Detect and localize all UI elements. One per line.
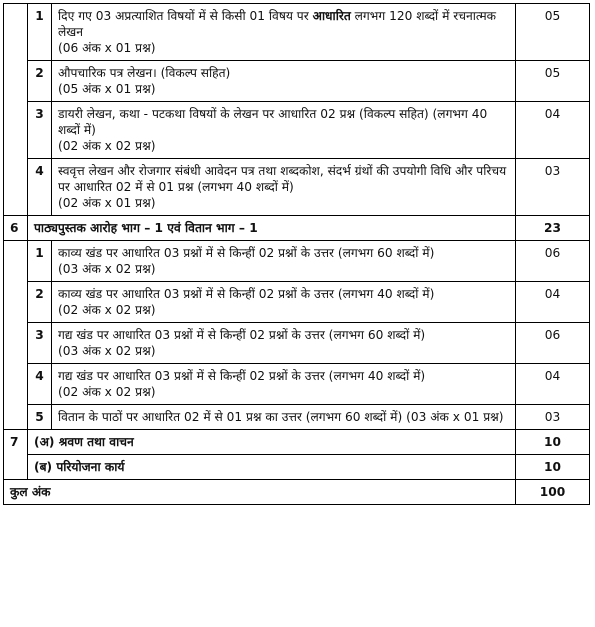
section-7a-marks: 10 bbox=[516, 430, 590, 455]
item-number: 3 bbox=[28, 102, 52, 159]
item-number: 1 bbox=[28, 4, 52, 61]
item-number: 3 bbox=[28, 323, 52, 364]
table-row bbox=[4, 4, 590, 61]
item-number: 4 bbox=[28, 364, 52, 405]
item-number: 2 bbox=[28, 282, 52, 323]
section-header-row bbox=[4, 216, 590, 241]
item-marks: 03 bbox=[516, 159, 590, 216]
section-header-row bbox=[4, 430, 590, 455]
section-number: 7 bbox=[4, 430, 28, 480]
section-7b-title: (ब) परियोजना कार्य bbox=[28, 455, 516, 480]
item-description: काव्य खंड पर आधारित 03 प्रश्नों में से किन्हीं 02 प्रश्नों के उत्तर (लगभग 40 शब्दों में) (02 अंक x 02 प्रश्न) bbox=[52, 282, 516, 323]
section-number-cell bbox=[4, 4, 28, 216]
item-description: स्ववृत्त लेखन और रोजगार संबंधी आवेदन पत्र तथा शब्दकोश, संदर्भ ग्रंथों की उपयोगी विधि और परिचय पर आधारित 02 में से 01 प्रश्न (लगभग 40 शब्दों में) (02 अंक x 01 प्रश्न) bbox=[52, 159, 516, 216]
total-label: कुल अंक bbox=[4, 480, 516, 505]
item-marks: 04 bbox=[516, 102, 590, 159]
table-row bbox=[4, 323, 590, 364]
item-description: काव्य खंड पर आधारित 03 प्रश्नों में से किन्हीं 02 प्रश्नों के उत्तर (लगभग 60 शब्दों में) (03 अंक x 02 प्रश्न) bbox=[52, 241, 516, 282]
table-row bbox=[4, 61, 590, 102]
section-title: पाठ्यपुस्तक आरोह भाग – 1 एवं वितान भाग – 1 bbox=[28, 216, 516, 241]
section-number-cell bbox=[4, 241, 28, 430]
item-number: 5 bbox=[28, 405, 52, 430]
table-row bbox=[4, 405, 590, 430]
table-row bbox=[4, 282, 590, 323]
item-marks: 06 bbox=[516, 241, 590, 282]
section-7b-marks: 10 bbox=[516, 455, 590, 480]
item-description: गद्य खंड पर आधारित 03 प्रश्नों में से किन्हीं 02 प्रश्नों के उत्तर (लगभग 60 शब्दों में) (03 अंक x 02 प्रश्न) bbox=[52, 323, 516, 364]
section-7a-title: (अ) श्रवण तथा वाचन bbox=[28, 430, 516, 455]
item-description: डायरी लेखन, कथा - पटकथा विषयों के लेखन पर आधारित 02 प्रश्न (विकल्प सहित) (लगभग 40 शब्दों में) (02 अंक x 02 प्रश्न) bbox=[52, 102, 516, 159]
item-description: वितान के पाठों पर आधारित 02 में से 01 प्रश्न का उत्तर (लगभग 60 शब्दों में) (03 अंक x 01 प्रश्न) bbox=[52, 405, 516, 430]
item-number: 1 bbox=[28, 241, 52, 282]
item-marks: 05 bbox=[516, 4, 590, 61]
item-number: 4 bbox=[28, 159, 52, 216]
item-marks: 06 bbox=[516, 323, 590, 364]
section-marks: 23 bbox=[516, 216, 590, 241]
item-description: दिए गए 03 अप्रत्याशित विषयों में से किसी 01 विषय पर आधारित लगभग 120 शब्दों में रचनात्मक लेखन (06 अंक x 01 प्रश्न) bbox=[52, 4, 516, 61]
item-description: गद्य खंड पर आधारित 03 प्रश्नों में से किन्हीं 02 प्रश्नों के उत्तर (लगभग 40 शब्दों में) (02 अंक x 02 प्रश्न) bbox=[52, 364, 516, 405]
total-row bbox=[4, 480, 590, 505]
marks-table bbox=[3, 3, 590, 505]
table-row bbox=[4, 364, 590, 405]
table-row bbox=[4, 102, 590, 159]
total-marks: 100 bbox=[516, 480, 590, 505]
table-row bbox=[4, 241, 590, 282]
item-number: 2 bbox=[28, 61, 52, 102]
section-header-row bbox=[4, 455, 590, 480]
item-marks: 04 bbox=[516, 364, 590, 405]
item-marks: 04 bbox=[516, 282, 590, 323]
section-number: 6 bbox=[4, 216, 28, 241]
item-marks: 03 bbox=[516, 405, 590, 430]
item-marks: 05 bbox=[516, 61, 590, 102]
table-row bbox=[4, 159, 590, 216]
item-description: औपचारिक पत्र लेखन। (विकल्प सहित) (05 अंक x 01 प्रश्न) bbox=[52, 61, 516, 102]
